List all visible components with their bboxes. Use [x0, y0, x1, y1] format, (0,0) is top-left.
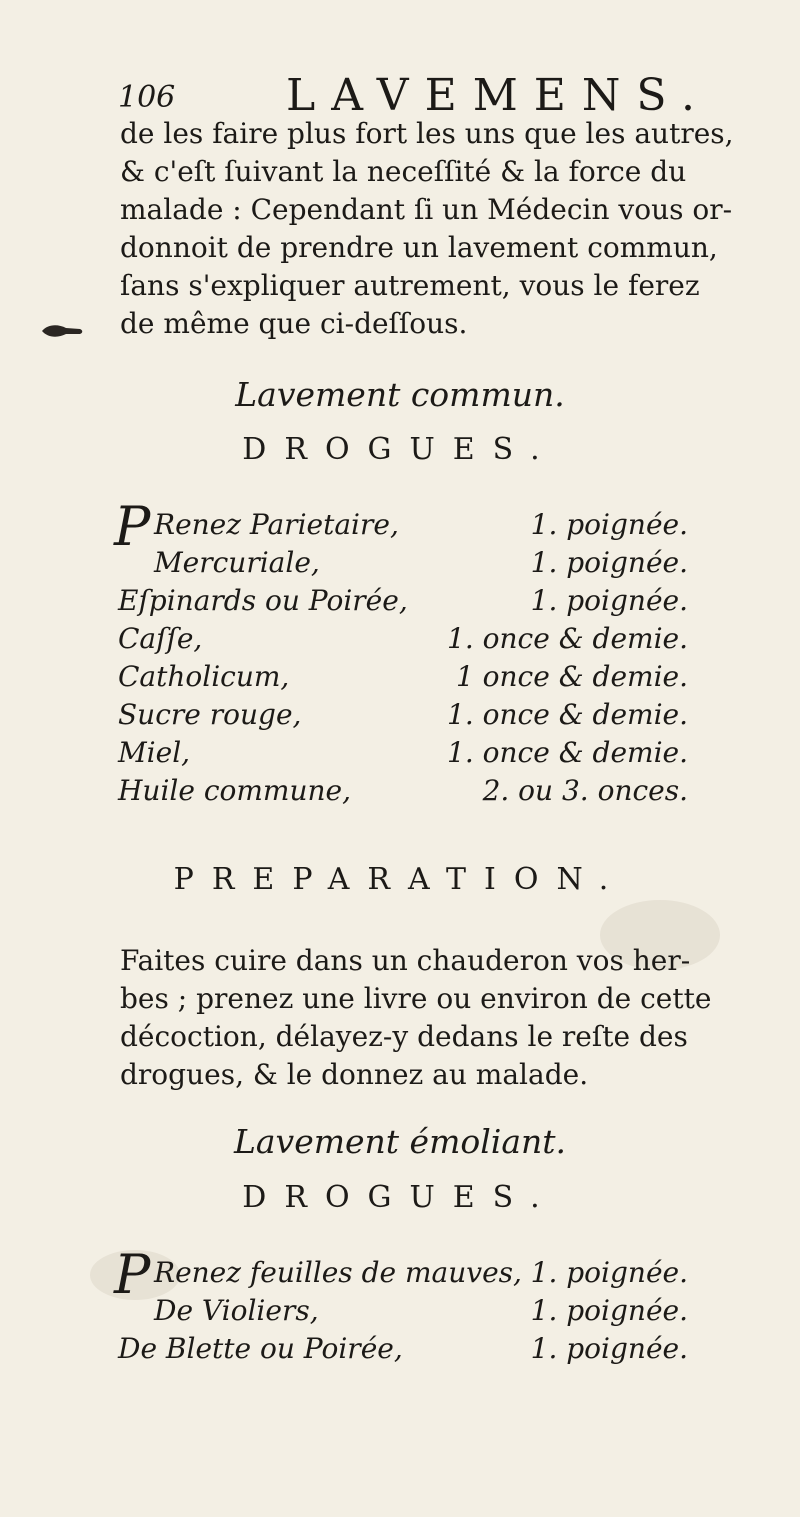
ingredient-list-emoliant — [114, 1243, 688, 1370]
ingredient-name: Sucre rouge, — [118, 698, 302, 731]
list-item — [118, 698, 688, 736]
ingredient-quantity: 1. poignée. — [530, 584, 688, 617]
section-title-lavement-commun: Lavement commun. — [235, 375, 565, 414]
ingredient-quantity: 1. poignée. — [530, 1294, 688, 1327]
ingredient-quantity: 1. once & demie. — [447, 622, 688, 655]
text-line: décoction, délayez-y dedans le reſte des — [120, 1020, 688, 1053]
list-item — [114, 495, 688, 558]
drop-cap: P — [114, 495, 151, 558]
list-item — [114, 1243, 688, 1306]
ingredient-list-commun — [114, 495, 688, 812]
list-item — [118, 546, 688, 584]
text-line: ſans s'expliquer autrement, vous le ferez — [120, 269, 700, 302]
ingredient-name: De Violiers, — [154, 1294, 319, 1327]
hand-ornament-icon — [40, 322, 84, 340]
list-item — [118, 774, 688, 812]
list-item — [118, 1294, 688, 1332]
ingredient-name: Renez Parietaire, — [154, 508, 399, 541]
ingredient-quantity: 1. once & demie. — [447, 698, 688, 731]
page-header — [118, 70, 711, 121]
text-line: donnoit de prendre un lavement commun, — [120, 231, 718, 264]
text-line: malade : Cependant ſi un Médecin vous or- — [120, 193, 733, 226]
list-item — [118, 584, 688, 622]
ingredient-name: Mercuriale, — [154, 546, 320, 579]
section-title-lavement-emoliant: Lavement émoliant. — [233, 1122, 567, 1161]
ingredient-quantity: 2. ou 3. onces. — [482, 774, 688, 807]
ingredient-quantity: 1. poignée. — [530, 508, 688, 541]
text-line: & c'eſt ſuivant la neceſſité & la force du — [120, 155, 687, 188]
page-number: 106 — [118, 80, 176, 115]
preparation-heading: PREPARATION. — [173, 862, 627, 897]
list-item — [118, 1332, 688, 1370]
ingredient-name: Eſpinards ou Poirée, — [118, 584, 408, 617]
preparation-paragraph — [120, 942, 712, 1094]
ingredient-quantity: 1. poignée. — [530, 1256, 688, 1289]
ingredient-name: Huile commune, — [118, 774, 352, 807]
ingredient-name: Renez feuilles de mauves, — [154, 1256, 522, 1289]
list-item — [118, 736, 688, 774]
drogues-heading: DROGUES. — [242, 432, 558, 467]
ingredient-name: Caſſe, — [118, 622, 203, 655]
ingredient-quantity: 1 once & demie. — [455, 660, 688, 693]
ingredient-name: Miel, — [118, 736, 191, 769]
ingredient-quantity: 1. poignée. — [530, 546, 688, 579]
running-title: LAVEMENS. — [286, 70, 711, 121]
ingredient-name: Catholicum, — [118, 660, 290, 693]
text-line: Faites cuire dans un chauderon vos her- — [120, 944, 691, 977]
text-line: drogues, & le donnez au malade. — [120, 1058, 589, 1091]
intro-paragraph — [120, 115, 734, 343]
ingredient-name: De Blette ou Poirée, — [118, 1332, 403, 1365]
text-line: bes ; prenez une livre ou environ de cette — [120, 982, 712, 1015]
drogues-heading: DROGUES. — [242, 1180, 558, 1215]
list-item — [118, 622, 688, 660]
ingredient-quantity: 1. once & demie. — [447, 736, 688, 769]
ingredient-quantity: 1. poignée. — [530, 1332, 688, 1365]
text-line: de même que ci-deſſous. — [120, 307, 468, 340]
drop-cap: P — [114, 1243, 151, 1306]
list-item — [118, 660, 688, 698]
text-line: de les faire plus fort les uns que les autres, — [120, 117, 734, 150]
